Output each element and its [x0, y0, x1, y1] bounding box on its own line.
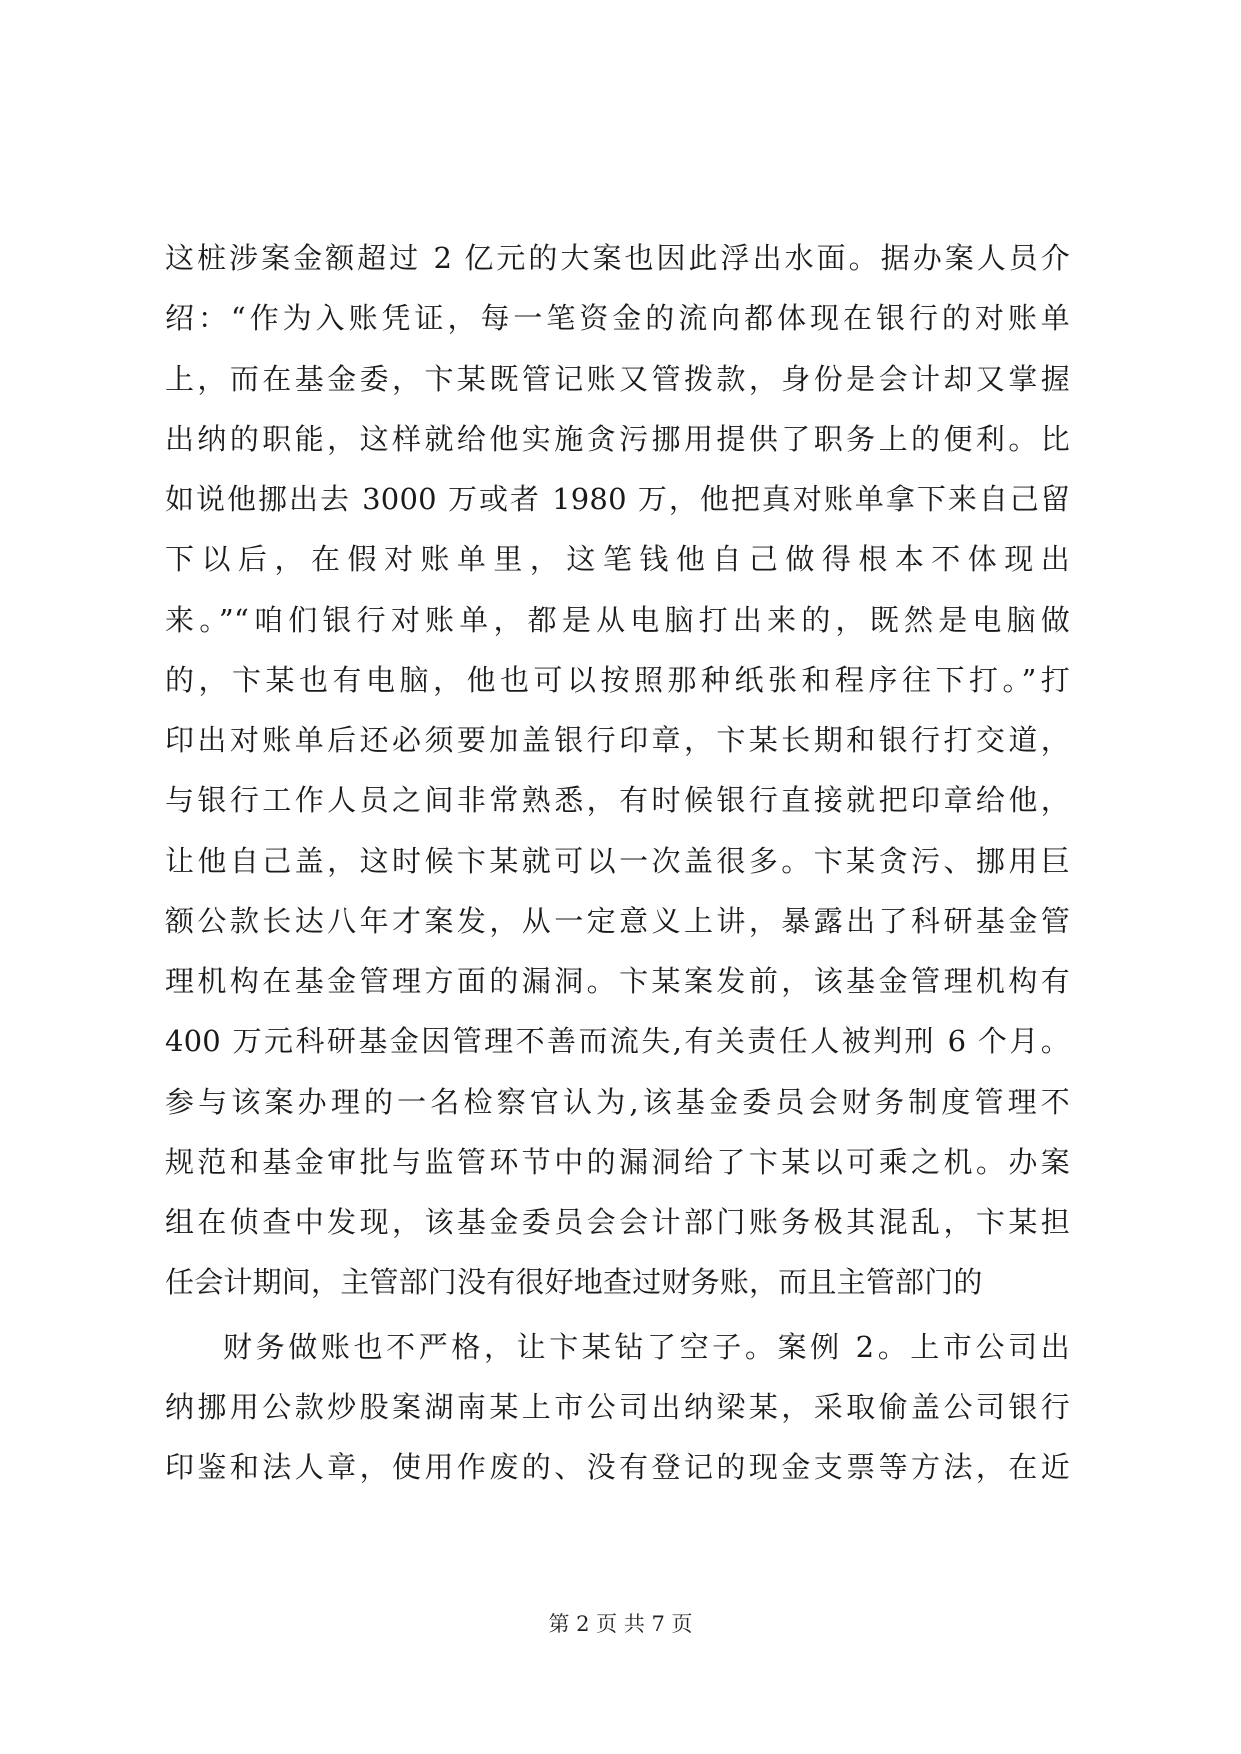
paragraph-2 — [165, 1317, 1070, 1498]
page-number-footer: 第 2 页 共 7 页 — [548, 1612, 693, 1636]
text-line: 规范和基金审批与监管环节中的漏洞给了卞某以可乘之机。办案 — [165, 1144, 1070, 1179]
text-line: 让他自己盖，这时候卞某就可以一次盖很多。卞某贪污、挪用巨 — [165, 843, 1070, 878]
text-line: 这桩涉案金额超过 2 亿元的大案也因此浮出水面。据办案人员介 — [165, 241, 1070, 275]
text-line: 下以后，在假对账单里，这笔钱他自己做得根本不体现出 — [165, 542, 1070, 577]
text-line: 印鉴和法人章，使用作废的、没有登记的现金支票等方法，在近 — [165, 1450, 1070, 1484]
text-line: 与银行工作人员之间非常熟悉，有时候银行直接就把印章给他， — [165, 783, 1070, 818]
text-line: 来。”“咱们银行对账单，都是从电脑打出来的，既然是电脑做 — [165, 602, 1070, 637]
text-line: 印出对账单后还必须要加盖银行印章，卞某长期和银行打交道， — [165, 723, 1070, 757]
body-text — [165, 228, 1070, 1497]
text-line: 绍：“作为入账凭证，每一笔资金的流向都体现在银行的对账单 — [165, 301, 1070, 336]
text-line: 财务做账也不严格，让卞某钻了空子。案例 2。上市公司出 — [223, 1329, 1070, 1364]
text-line: 纳挪用公款炒股案湖南某上市公司出纳梁某，采取偷盖公司银行 — [165, 1389, 1070, 1424]
text-line: 任会计期间，主管部门没有很好地查过财务账，而且主管部门的 — [165, 1265, 983, 1300]
text-line: 的，卞某也有电脑，他也可以按照那种纸张和程序往下打。”打 — [165, 662, 1070, 697]
paragraph-1 — [165, 228, 1070, 1313]
text-line: 额公款长达八年才案发，从一定意义上讲，暴露出了科研基金管 — [165, 903, 1070, 938]
text-line: 参与该案办理的一名检察官认为,该基金委员会财务制度管理不 — [165, 1084, 1070, 1119]
text-line: 理机构在基金管理方面的漏洞。卞某案发前，该基金管理机构有 — [165, 964, 1070, 998]
text-line: 如说他挪出去 3000 万或者 1980 万，他把真对账单拿下来自己留 — [165, 482, 1070, 516]
text-line: 出纳的职能，这样就给他实施贪污挪用提供了职务上的便利。比 — [165, 421, 1070, 456]
text-line: 组在侦查中发现，该基金委员会会计部门账务极其混乱，卞某担 — [165, 1205, 1070, 1239]
text-line: 400 万元科研基金因管理不善而流失,有关责任人被判刑 6 个月。 — [165, 1024, 1070, 1059]
text-line: 上，而在基金委，卞某既管记账又管拨款，身份是会计却又掌握 — [165, 361, 1070, 396]
